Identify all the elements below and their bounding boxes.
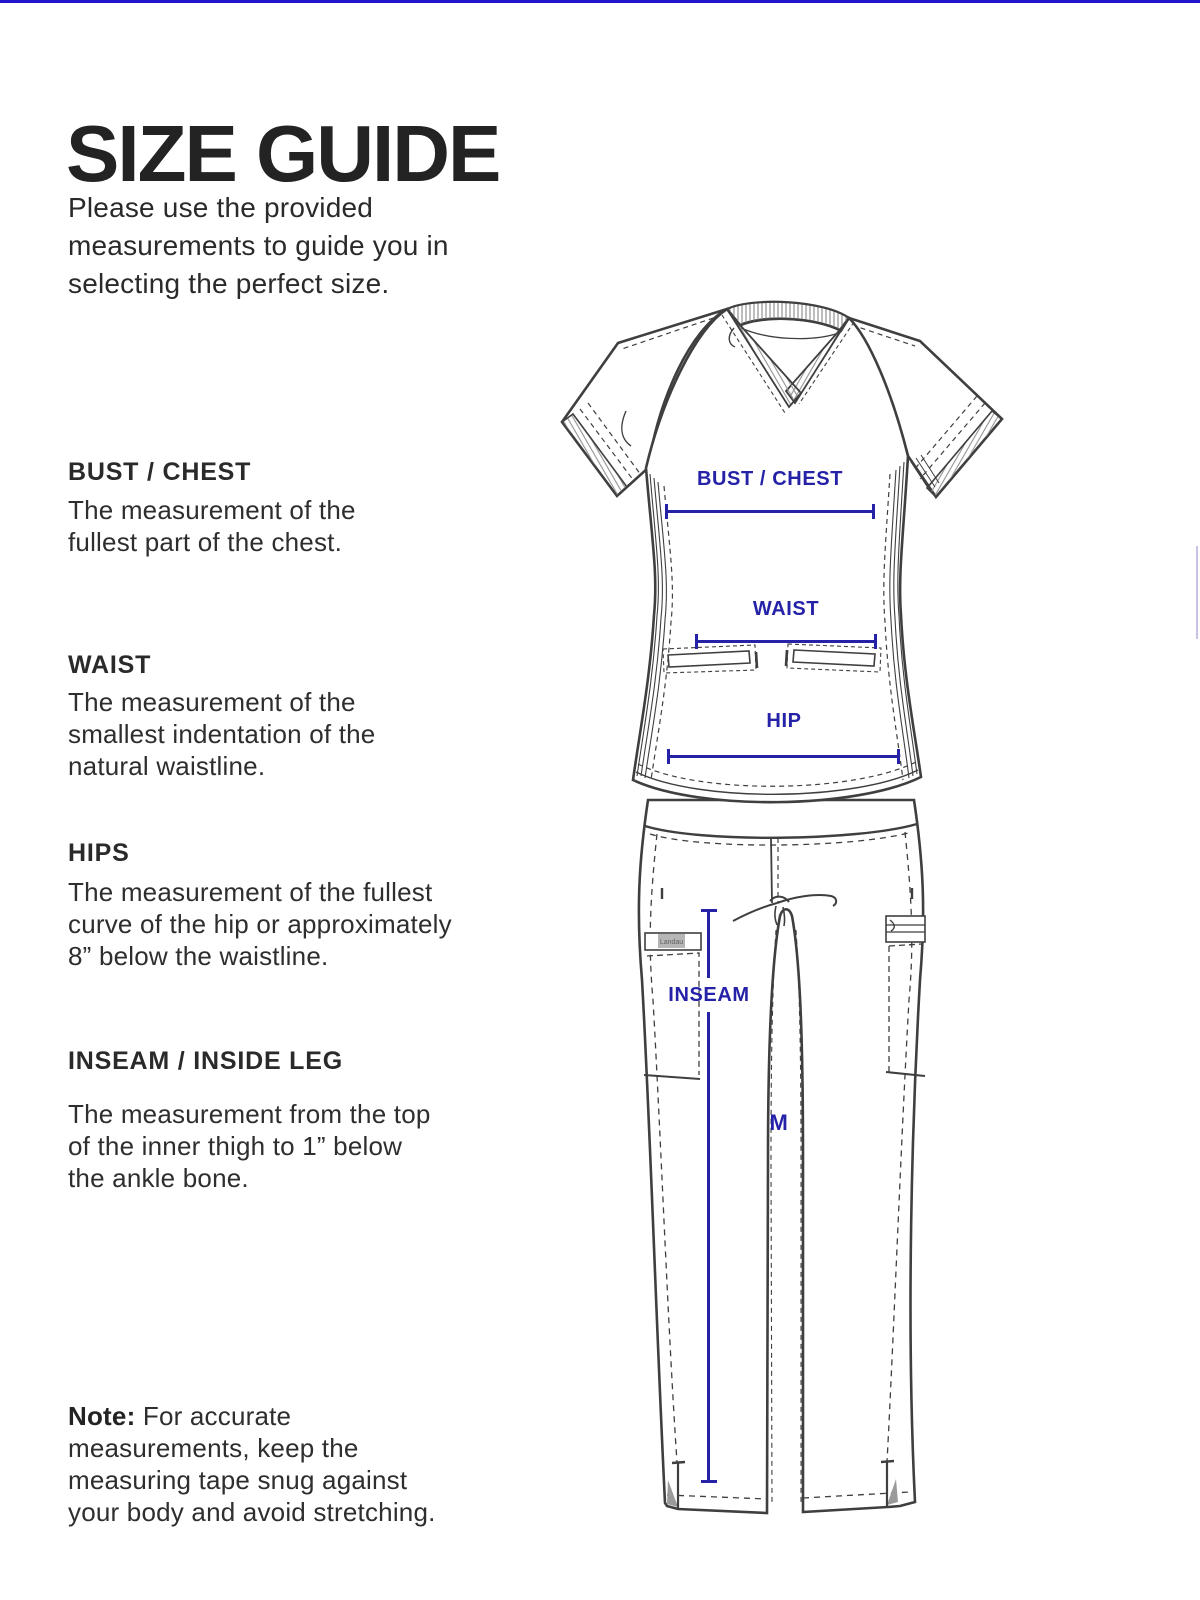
zip-pocket	[886, 916, 925, 942]
section-body-inseam	[68, 1098, 431, 1194]
section-line: fullest part of the chest.	[68, 527, 343, 557]
section-line: of the inner thigh to 1” below	[68, 1131, 403, 1161]
inseam-measure-line-bottom-tick	[701, 1480, 717, 1483]
scrub-set-illustration	[520, 270, 1200, 1540]
section-line: The measurement of the	[68, 495, 356, 525]
waist-measure-line	[695, 640, 877, 643]
measurement-note	[68, 1400, 436, 1528]
section-line: The measurement from the top	[68, 1099, 431, 1129]
intro-line: Please use the provided	[68, 192, 374, 223]
bust-measure-line	[665, 510, 875, 513]
section-body-waist	[68, 686, 375, 782]
note-line: For accurate	[135, 1401, 292, 1431]
top-accent-border	[0, 0, 1200, 3]
inseam-measure-line-lower	[707, 1012, 710, 1482]
section-line: The measurement of the	[68, 687, 356, 717]
section-line: smallest indentation of the	[68, 719, 376, 749]
section-line: 8” below the waistline.	[68, 941, 329, 971]
section-line: curve of the hip or approximately	[68, 909, 452, 939]
inseam-measure-line-upper	[707, 911, 710, 978]
waist-measure-label: WAIST	[752, 598, 820, 620]
note-line: your body and avoid stretching.	[68, 1497, 436, 1527]
section-body-bust	[68, 494, 356, 558]
intro-line: selecting the perfect size.	[68, 268, 390, 299]
section-heading-waist: WAIST	[68, 651, 152, 679]
note-line: measuring tape snug against	[68, 1465, 408, 1495]
section-heading-hips: HIPS	[68, 839, 130, 867]
section-body-hips	[68, 876, 452, 972]
section-heading-bust: BUST / CHEST	[68, 458, 252, 486]
inseam-measure-label: INSEAM	[668, 984, 750, 1006]
section-line: natural waistline.	[68, 751, 266, 781]
bust-measure-label: BUST / CHEST	[696, 468, 844, 490]
section-line: The measurement of the fullest	[68, 877, 433, 907]
hip-measure-line	[667, 755, 900, 758]
size-letter-label: M	[769, 1110, 789, 1135]
page-title: SIZE GUIDE	[66, 108, 500, 198]
note-line: measurements, keep the	[68, 1433, 359, 1463]
section-heading-inseam: INSEAM / INSIDE LEG	[68, 1047, 343, 1075]
section-line: the ankle bone.	[68, 1163, 249, 1193]
brand-tag-label: Landau	[659, 939, 684, 946]
intro-line: measurements to guide you in	[68, 230, 449, 261]
right-edge-artifact	[1196, 546, 1198, 639]
scrub-pants-drawing	[639, 800, 925, 1513]
intro-paragraph	[68, 189, 449, 303]
hip-measure-label: HIP	[766, 710, 802, 732]
note-label: Note:	[68, 1401, 136, 1431]
